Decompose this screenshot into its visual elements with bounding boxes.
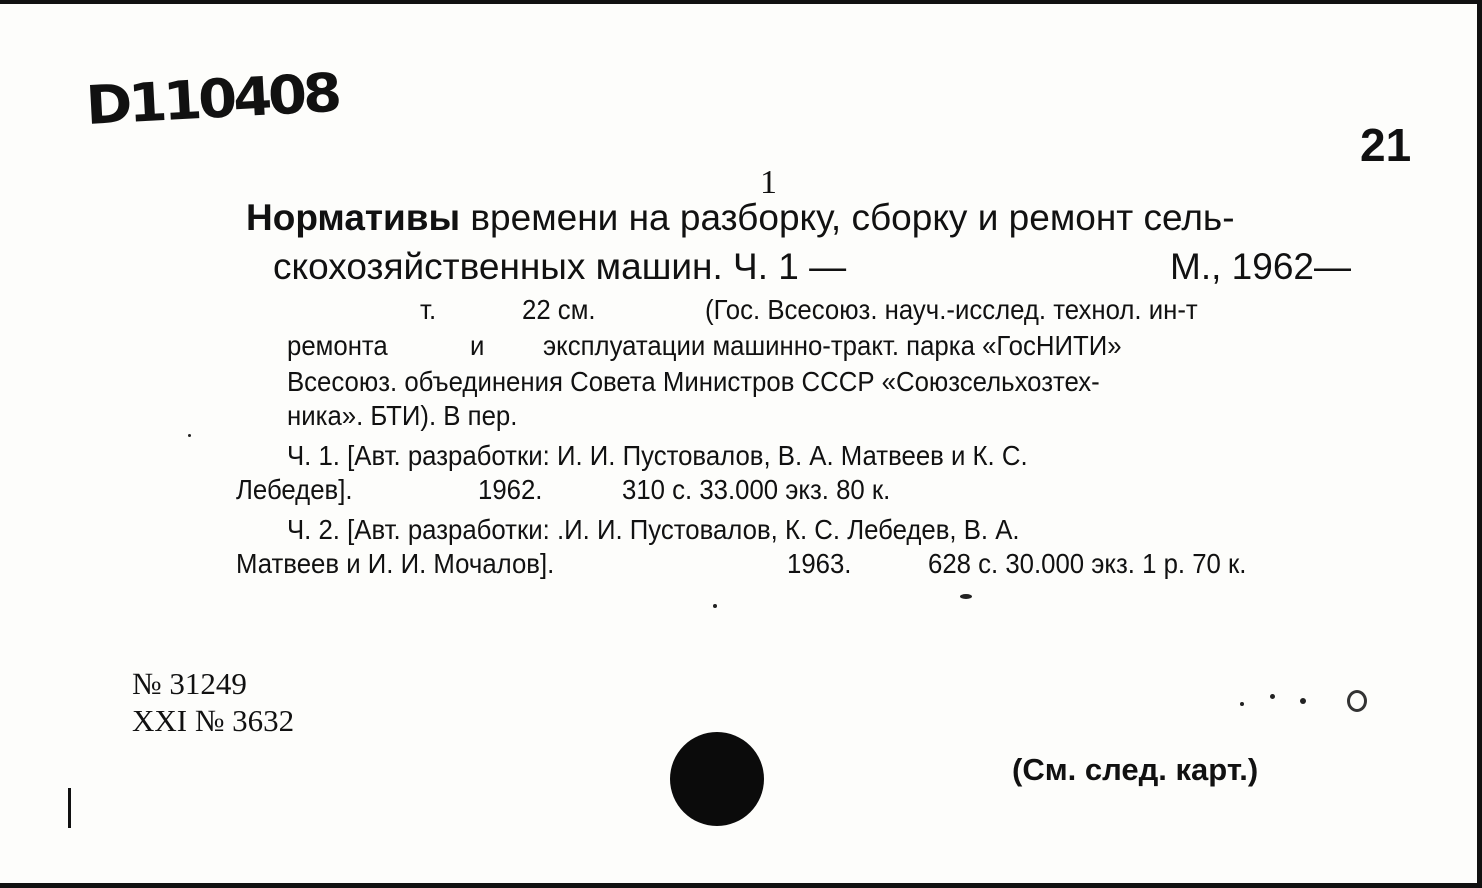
body-line-1-publisher <box>705 294 1198 325</box>
part-2-line-2-a <box>236 548 554 579</box>
body-line-2-c-wrap <box>543 330 1122 361</box>
card-number: 21 <box>1360 119 1412 171</box>
registry-volume-number: XXI № 3632 <box>132 703 295 738</box>
body-line-4-text: ника». БТИ). В пер. <box>287 400 518 431</box>
body-line-1-c: (Гос. Всесоюз. науч.-исслед. технол. ин-т <box>705 294 1198 325</box>
body-line-3-text: Всесоюз. объединения Совета Министров СССР «Союзсельхозтех- <box>287 366 1100 397</box>
body-line-1-b: 22 см. <box>522 294 596 325</box>
part-2-line-1 <box>287 514 1020 545</box>
card-punch-hole <box>670 732 764 826</box>
body-line-2-b: и <box>470 330 485 361</box>
margin-mark <box>68 788 71 828</box>
body-line-1-a: т. <box>420 294 437 325</box>
part-2-details: 628 с. 30.000 экз. 1 р. 70 к. <box>928 548 1247 579</box>
handwritten-accession-number: D110408 <box>84 62 340 138</box>
ink-speck <box>188 434 191 437</box>
ink-speck <box>713 604 717 608</box>
body-line-1-size <box>522 294 596 325</box>
part-1-year: 1962. <box>478 474 543 505</box>
continued-note: (См. след. карт.) <box>1012 752 1259 787</box>
part-2-authors: Ч. 2. [Авт. разработки: .И. И. Пустовалов, К. С. Лебедев, В. А. <box>287 514 1020 545</box>
body-line-2-a-wrap <box>287 330 388 361</box>
entry-number: 1 <box>760 164 777 201</box>
title-line-2-text: скохозяйственных машин. Ч. 1 — <box>273 246 847 287</box>
ink-speck <box>1270 694 1275 699</box>
body-line-2-c: эксплуатации машинно-тракт. парка «ГосНИТИ» <box>543 330 1122 361</box>
part-1-author-end: Лебедев]. <box>236 474 353 505</box>
body-line-2-b-wrap <box>470 330 484 361</box>
part-2-line-2-c <box>928 548 1246 579</box>
part-2-author-end: Матвеев и И. И. Мочалов]. <box>236 548 555 579</box>
title-line-1 <box>246 197 1235 238</box>
part-1-line-2-b <box>478 474 542 505</box>
ink-smudge <box>1347 690 1367 712</box>
ink-speck <box>960 594 972 599</box>
part-2-line-2-b <box>787 548 851 579</box>
part-1-authors: Ч. 1. [Авт. разработки: И. И. Пустовалов, В. А. Матвеев и К. С. <box>287 440 1028 471</box>
part-1-details: 310 с. 33.000 экз. 80 к. <box>622 474 891 505</box>
part-2-year: 1963. <box>787 548 852 579</box>
ink-speck <box>1300 698 1306 704</box>
body-line-3 <box>287 366 1100 397</box>
part-1-line-2-a <box>236 474 353 505</box>
ink-speck <box>1240 702 1244 706</box>
registry-number: № 31249 <box>132 666 247 701</box>
title-line-1-text: времени на разборку, сборку и ремонт сель- <box>460 197 1235 238</box>
imprint <box>1170 246 1351 287</box>
title-line-2 <box>273 246 847 287</box>
body-line-4 <box>287 400 517 431</box>
part-1-line-2-c <box>622 474 890 505</box>
imprint-text: М., 1962— <box>1170 246 1351 287</box>
body-line-2-a: ремонта <box>287 330 388 361</box>
part-1-line-1 <box>287 440 1028 471</box>
body-line-1 <box>420 294 436 325</box>
title-heading-word: Нормативы <box>246 197 461 238</box>
